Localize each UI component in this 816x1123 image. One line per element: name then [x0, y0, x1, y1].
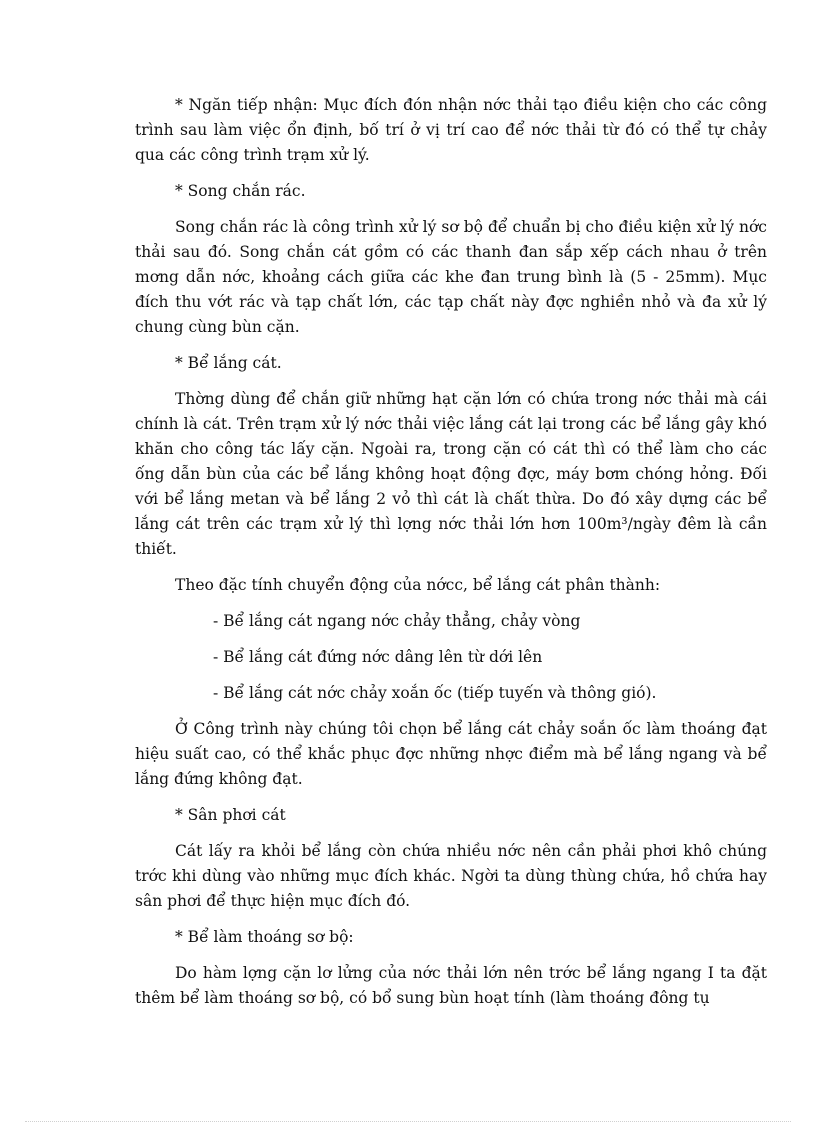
paragraph-be-lam-thoang: Do hàm lợng cặn lơ lửng của nớc thải lớn nên trớc bể lắng ngang I ta đặt thêm bể làm thoáng sơ bộ, có bổ sung bùn hoạt tính (làm thoáng đông tụ [135, 964, 767, 1007]
paragraph-song-chan-rac: Song chắn rác là công trình xử lý sơ bộ để chuẩn bị cho điều kiện xử lý nớc thải sau đó. Song chắn cát gồm có các thanh đan sắp xếp cách nhau ở trên mơng dẫn nớc, khoảng cách giữa các khe đan trung bình là (5 - 25mm). Mục đích thu vớt rác và tạp chất lớn, các tạp chất này đợc nghiền nhỏ và đa xử lý chung cùng bùn cặn. [135, 218, 767, 336]
list-item: - Bể lắng cát ngang nớc chảy thẳng, chảy vòng [213, 612, 581, 630]
heading-song-chan-rac: * Song chắn rác. [175, 182, 306, 200]
list-item: - Bể lắng cát nớc chảy xoắn ốc (tiếp tuyến và thông gió). [213, 684, 657, 702]
heading-be-lam-thoang: * Bể làm thoáng sơ bộ: [175, 928, 354, 946]
heading-san-phoi-cat: * Sân phơi cát [175, 806, 286, 824]
paragraph-lua-chon: Ở Công trình này chúng tôi chọn bể lắng cát chảy soắn ốc làm thoáng đạt hiệu suất cao, có thể khắc phục đợc những nhợc điểm mà bể lắng ngang và bể lắng đứng không đạt. [135, 720, 767, 788]
paragraph-ngan-tiep-nhan: * Ngăn tiếp nhận: Mục đích đón nhận nớc thải tạo điều kiện cho các công trình sau làm việc ổn định, bố trí ở vị trí cao để nớc thải từ đó có thể tự chảy qua các công trình trạm xử lý. [135, 96, 767, 164]
heading-be-lang-cat: * Bể lắng cát. [175, 354, 282, 372]
paragraph-san-phoi-cat: Cát lấy ra khỏi bể lắng còn chứa nhiều nớc nên cần phải phơi khô chúng trớc khi dùng vào những mục đích khác. Ngời ta dùng thùng chứa, hồ chứa hay sân phơi để thực hiện mục đích đó. [135, 842, 767, 910]
list-item: - Bể lắng cát đứng nớc dâng lên từ dới lên [213, 648, 543, 666]
heading-phan-loai: Theo đặc tính chuyển động của nớcc, bể lắng cát phân thành: [175, 576, 661, 594]
page-bottom-divider [25, 1121, 791, 1122]
paragraph-be-lang-cat: Thờng dùng để chắn giữ những hạt cặn lớn có chứa trong nớc thải mà cái chính là cát. Trên trạm xử lý nớc thải việc lắng cát lại trong các bể lắng gây khó khăn cho công tác lấy cặn. Ngoài ra, trong cặn có cát thì có thể làm cho các ống dẫn bùn của các bể lắng không hoạt động đợc, máy bơm chóng hỏng. Đối với bể lắng metan và bể lắng 2 vỏ thì cát là chất thừa. Do đó xây dựng các bể lắng cát trên các trạm xử lý thì lợng nớc thải lớn hơn 100m³/ngày đêm là cần thiết. [135, 390, 767, 558]
document-body [135, 93, 767, 1022]
